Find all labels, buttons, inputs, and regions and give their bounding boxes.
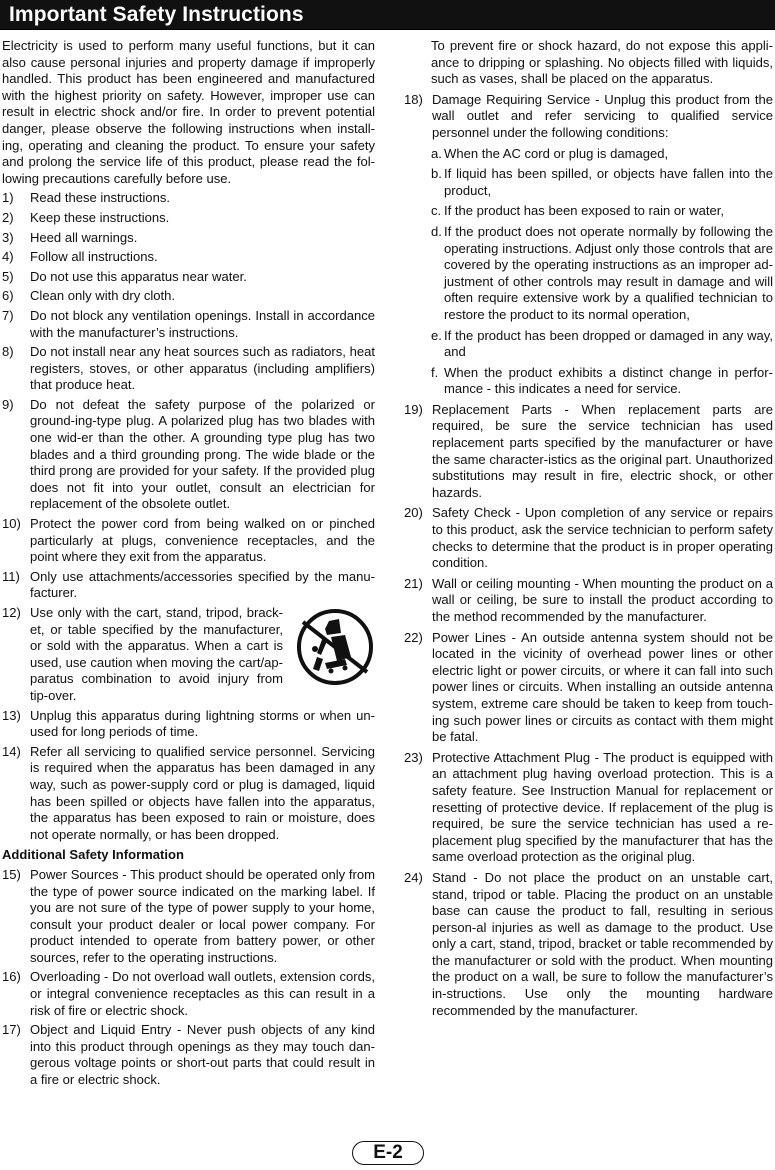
- sub-letter: a.: [431, 145, 442, 161]
- item-number: 9): [2, 396, 14, 412]
- item-text: Only use attachments/accessories specified by the manu-facturer.: [30, 568, 375, 601]
- item-text: Power Sources - This product should be operated only from the type of power source indicated on the marking label. If you are not sure of the type of power supply to your home, consult your product dealer or local power company. For product intended to operate from battery power, or other sources, refer to the operating instructions.: [30, 866, 375, 965]
- list-item: [2, 344, 375, 394]
- item-text: Clean only with dry cloth.: [30, 288, 176, 304]
- list-item: [404, 92, 773, 142]
- item-number: 10): [2, 516, 21, 532]
- item-text: Unplug this apparatus during lightning storms or when un-used for long periods of time.: [30, 707, 375, 740]
- list-item: [2, 210, 375, 227]
- sub-letter: b.: [431, 166, 442, 182]
- item-text: Replacement Parts - When replacement parts are required, be sure the service technician has used replacement parts specified by the manufacturer or have the same character-istics as the original part. Unauthorized substitutions may result in fire, electric shock, or other hazards.: [432, 401, 773, 500]
- list-item: [2, 867, 375, 967]
- cart-tip-over-warning-icon: [295, 607, 375, 687]
- sub-item: [404, 224, 773, 324]
- page-number: E-2: [352, 1141, 424, 1165]
- sub-letter: f.: [431, 364, 439, 380]
- item-number: 8): [2, 344, 14, 360]
- list-item: [2, 397, 375, 513]
- list-item: [2, 1022, 375, 1088]
- sub-text: When the product exhibits a distinct change in perfor-mance - this indicates a need for service.: [444, 364, 773, 397]
- item-text: Use only with the cart, stand, tripod, brack-et, or table specified by the manufacturer, or sold with the apparatus. When a cart is used, use caution when moving the cart/ap-paratus combination to avoid injury from tip-over.: [30, 605, 283, 703]
- item-number: 2): [2, 209, 14, 225]
- item-text: Heed all warnings.: [30, 229, 138, 245]
- sub-item: [404, 146, 773, 163]
- item-text: Damage Requiring Service - Unplug this product from the wall outlet and refer servicing to qualified service personnel under the following conditions:: [432, 91, 773, 140]
- sub-item: [404, 166, 773, 199]
- item-text: Do not block any ventilation openings. Install in accordance with the manufacturer’s instructions.: [30, 307, 375, 340]
- left-column: [2, 38, 375, 1089]
- item-number: 15): [2, 866, 21, 882]
- list-item: [2, 569, 375, 602]
- list-item: [404, 750, 773, 866]
- item-number: 5): [2, 268, 14, 284]
- item-number: 18): [404, 91, 423, 107]
- item-number: 13): [2, 707, 21, 723]
- sub-text: If the product does not operate normally by following the operating instructions. Adjust only those controls that are covered by the operating instructions as an improper ad-justment of other controls may result in damage and will often require extensive work by a qualified technician to restore the product to its normal operation,: [444, 223, 773, 322]
- title-bar: [0, 0, 775, 30]
- item-text: Wall or ceiling mounting - When mounting the product on a wall or ceiling, be sure to install the product according to the method recommended by the manufacturer.: [432, 575, 773, 624]
- item-text: Power Lines - An outside antenna system should not be located in the vicinity of overhead power lines or other electric light or power circuits, or where it can fall into such power lines or circuits. When installing an outside antenna system, extreme care should be taken to keep from touch-ing such power lines or circuits as contact with them might be fatal.: [432, 629, 773, 745]
- sub-text: If the product has been dropped or damaged in any way, and: [444, 327, 773, 360]
- item-text: Object and Liquid Entry - Never push objects of any kind into this product through openings as they may touch dan-gerous voltage points or short-out parts that could result in a fire or electric shock.: [30, 1022, 375, 1088]
- item-number: 19): [404, 401, 423, 417]
- sub-letter: d.: [431, 223, 442, 239]
- intro-paragraph: Electricity is used to perform many useful functions, but it can also cause personal injuries and property damage if improperly handled. This product has been engineered and manufactured with the highest priority on safety. However, improper use can result in electric shock and/or fire. In order to prevent potential danger, please observe the following instructions when install-ing, operating and cleaning the product. To ensure your safety and prolong the service life of this product, please read the fol-lowing precautions carefully before use.: [2, 38, 375, 186]
- list-item: [404, 630, 773, 746]
- item-text: Protective Attachment Plug - The product is equipped with an attachment plug having overload protection. This is a safety feature. See Instruction Manual for replacement or resetting of protective device. If replacement of the plug is required, be sure the service technician has used a re-placement plug specified by the manufacturer that has the same overload protection as the original plug.: [432, 749, 773, 865]
- item-text: Do not defeat the safety purpose of the polarized or ground-ing-type plug. A polarized plug has two blades with one wid-er than the other. A grounding type plug has two blades and a third grounding prong. The wide blade or the third prong are provided for your safety. If the provided plug does not fit into your outlet, consult an electrician for replacement of the obsolete outlet.: [30, 396, 375, 512]
- item-number: 17): [2, 1022, 21, 1038]
- list-item: [2, 230, 375, 247]
- item-text: Keep these instructions.: [30, 209, 170, 225]
- item-number: 3): [2, 229, 14, 245]
- item-number: 14): [2, 743, 21, 759]
- list-item: [2, 969, 375, 1019]
- list-item: [404, 402, 773, 502]
- item-text: Do not install near any heat sources such as radiators, heat registers, stoves, or other apparatus (including amplifiers) that produce heat.: [30, 344, 375, 393]
- list-item: [2, 708, 375, 741]
- item-number: 23): [404, 749, 423, 765]
- sub-item: [404, 328, 773, 361]
- list-item: [2, 269, 375, 286]
- item-number: 4): [2, 249, 14, 265]
- list-item: [2, 249, 375, 266]
- list-item: [404, 505, 773, 571]
- list-item: [404, 576, 773, 626]
- item-number: 16): [2, 969, 21, 985]
- item-text: Overloading - Do not overload wall outlets, extension cords, or integral convenience receptacles as this can result in a risk of fire or electric shock.: [30, 969, 375, 1018]
- item-number: 11): [2, 568, 20, 584]
- item-text: Read these instructions.: [30, 190, 170, 206]
- item-number: 12): [2, 605, 21, 620]
- sub-letter: e.: [431, 327, 442, 343]
- list-item: [2, 516, 375, 566]
- item-number: 20): [404, 505, 423, 521]
- sub-letter: c.: [431, 203, 442, 219]
- item-text: Safety Check - Upon completion of any service or repairs to this product, ask the service technician to perform safety checks to determine that the product is in proper operating condition.: [432, 505, 773, 571]
- item-text: Stand - Do not place the product on an unstable cart, stand, tripod or table. Placing the product on an unstable base can cause the product to fall, resulting in serious person-al injuries as well as damage to the product. Use only a cart, stand, tripod, bracket or table recommended by the manufacturer or sold with the product. When mounting the product on a wall, be sure to follow the manufacturer’s in-structions. Use only the mounting hardware recommended by the manufacturer.: [432, 869, 773, 1018]
- sub-item: [404, 365, 773, 398]
- right-column: [404, 38, 773, 1019]
- cart-item-wrapper: [2, 605, 375, 705]
- page-title: Important Safety Instructions: [9, 3, 304, 26]
- item-text: Protect the power cord from being walked on or pinched particularly at plugs, convenience receptacles, and the point where they exit from the apparatus.: [30, 516, 375, 565]
- item-number: 7): [2, 307, 14, 323]
- list-item: [2, 288, 375, 305]
- list-item: [2, 744, 375, 844]
- sub-item: [404, 203, 773, 220]
- item-text: Follow all instructions.: [30, 249, 158, 265]
- section-heading: Additional Safety Information: [2, 847, 184, 863]
- item-number: 24): [404, 869, 423, 885]
- item-text: Do not use this apparatus near water.: [30, 268, 247, 284]
- item-text: Refer all servicing to qualified service personnel. Servicing is required when the apparatus has been damaged in any way, such as power-supply cord or plug is damaged, liquid has been spilled or objects have fallen into the apparatus, the apparatus has been exposed to rain or moisture, does not operate normally, or has been dropped.: [30, 743, 375, 842]
- sub-text: When the AC cord or plug is damaged,: [444, 145, 669, 161]
- item-number: 6): [2, 288, 14, 304]
- item-number: 1): [2, 190, 14, 206]
- list-item: [2, 308, 375, 341]
- list-item: [404, 870, 773, 1019]
- continuation-paragraph: To prevent fire or shock hazard, do not expose this appli-ance to dripping or splashing. No objects filled with liquids, such as vases, shall be placed on the apparatus.: [431, 38, 773, 87]
- list-item: [2, 190, 375, 207]
- item-number: 21): [404, 575, 423, 591]
- item-number: 22): [404, 629, 423, 645]
- sub-text: If the product has been exposed to rain or water,: [444, 203, 724, 219]
- sub-text: If liquid has been spilled, or objects have fallen into the product,: [444, 166, 773, 198]
